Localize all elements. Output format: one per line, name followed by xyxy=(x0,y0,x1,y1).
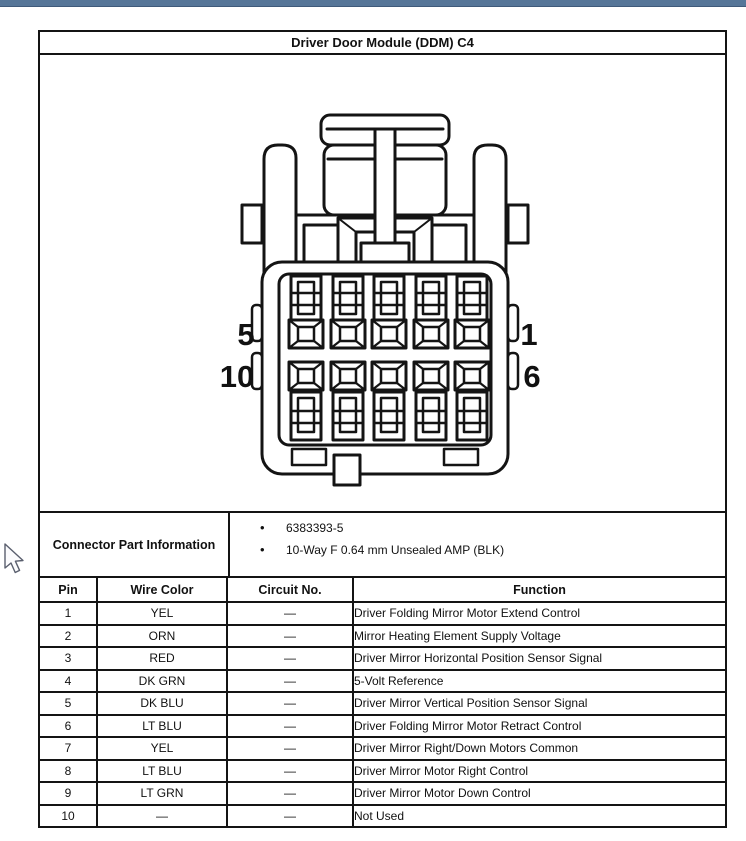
table-cell: 9 xyxy=(40,782,97,805)
connector-image-cell xyxy=(40,55,725,513)
table-cell: — xyxy=(227,760,353,783)
table-cell: 4 xyxy=(40,670,97,693)
table-cell: 2 xyxy=(40,625,97,648)
table-row xyxy=(40,670,725,693)
part-info-bullet-1 xyxy=(260,520,719,535)
col-header-function: Function xyxy=(353,578,725,602)
table-cell: DK GRN xyxy=(97,670,227,693)
table-cell: — xyxy=(227,692,353,715)
table-cell: — xyxy=(227,715,353,738)
table-cell: LT BLU xyxy=(97,760,227,783)
table-cell: YEL xyxy=(97,737,227,760)
table-row xyxy=(40,715,725,738)
pin-label-6: 6 xyxy=(523,359,541,394)
table-cell: — xyxy=(227,805,353,827)
pin-table-body xyxy=(40,602,725,826)
table-cell: 1 xyxy=(40,602,97,625)
table-cell: 5 xyxy=(40,692,97,715)
pin-label-1: 1 xyxy=(520,317,538,352)
mouse-cursor xyxy=(3,543,27,577)
table-row xyxy=(40,692,725,715)
bullet-icon: • xyxy=(260,542,265,557)
window-top-bar xyxy=(0,0,746,7)
bullet-icon: • xyxy=(260,520,265,535)
pin-table-header-row xyxy=(40,578,725,602)
table-row xyxy=(40,760,725,783)
table-cell: 5-Volt Reference xyxy=(353,670,725,693)
table-cell: — xyxy=(227,670,353,693)
table-cell: — xyxy=(97,805,227,827)
part-description: 10-Way F 0.64 mm Unsealed AMP (BLK) xyxy=(286,543,505,557)
col-header-wire-color: Wire Color xyxy=(97,578,227,602)
col-header-circuit-no: Circuit No. xyxy=(227,578,353,602)
table-row xyxy=(40,805,725,827)
table-cell: Driver Mirror Horizontal Position Sensor Signal xyxy=(353,647,725,670)
table-cell: 10 xyxy=(40,805,97,827)
table-cell: Driver Folding Mirror Motor Extend Control xyxy=(353,602,725,625)
connector-diagram xyxy=(40,55,725,509)
table-cell: 6 xyxy=(40,715,97,738)
table-row xyxy=(40,625,725,648)
table-cell: Driver Mirror Motor Down Control xyxy=(353,782,725,805)
table-cell: — xyxy=(227,625,353,648)
pin-table xyxy=(40,578,725,826)
table-cell: YEL xyxy=(97,602,227,625)
table-cell: — xyxy=(227,602,353,625)
col-header-pin: Pin xyxy=(40,578,97,602)
connector-part-info-row xyxy=(40,513,725,578)
table-cell: Driver Mirror Right/Down Motors Common xyxy=(353,737,725,760)
page-title: Driver Door Module (DDM) C4 xyxy=(291,35,474,50)
table-row xyxy=(40,782,725,805)
table-cell: DK BLU xyxy=(97,692,227,715)
part-info-bullets xyxy=(230,513,725,576)
table-cell: RED xyxy=(97,647,227,670)
table-cell: — xyxy=(227,782,353,805)
table-cell: LT BLU xyxy=(97,715,227,738)
table-cell: Mirror Heating Element Supply Voltage xyxy=(353,625,725,648)
table-row xyxy=(40,602,725,625)
part-info-bullet-2 xyxy=(260,542,719,557)
table-cell: Driver Mirror Vertical Position Sensor Signal xyxy=(353,692,725,715)
table-cell: Driver Mirror Motor Right Control xyxy=(353,760,725,783)
table-cell: LT GRN xyxy=(97,782,227,805)
sheet-title-row xyxy=(40,32,725,55)
table-cell: 3 xyxy=(40,647,97,670)
connector-info-sheet xyxy=(38,30,727,828)
table-row xyxy=(40,737,725,760)
table-cell: 8 xyxy=(40,760,97,783)
table-cell: — xyxy=(227,737,353,760)
table-cell: ORN xyxy=(97,625,227,648)
table-cell: Not Used xyxy=(353,805,725,827)
part-number: 6383393-5 xyxy=(286,521,344,535)
table-cell: Driver Folding Mirror Motor Retract Control xyxy=(353,715,725,738)
pin-label-10: 10 xyxy=(219,359,255,394)
part-info-label: Connector Part Information xyxy=(40,513,230,576)
table-cell: 7 xyxy=(40,737,97,760)
table-cell: — xyxy=(227,647,353,670)
pin-label-5: 5 xyxy=(237,317,255,352)
table-row xyxy=(40,647,725,670)
